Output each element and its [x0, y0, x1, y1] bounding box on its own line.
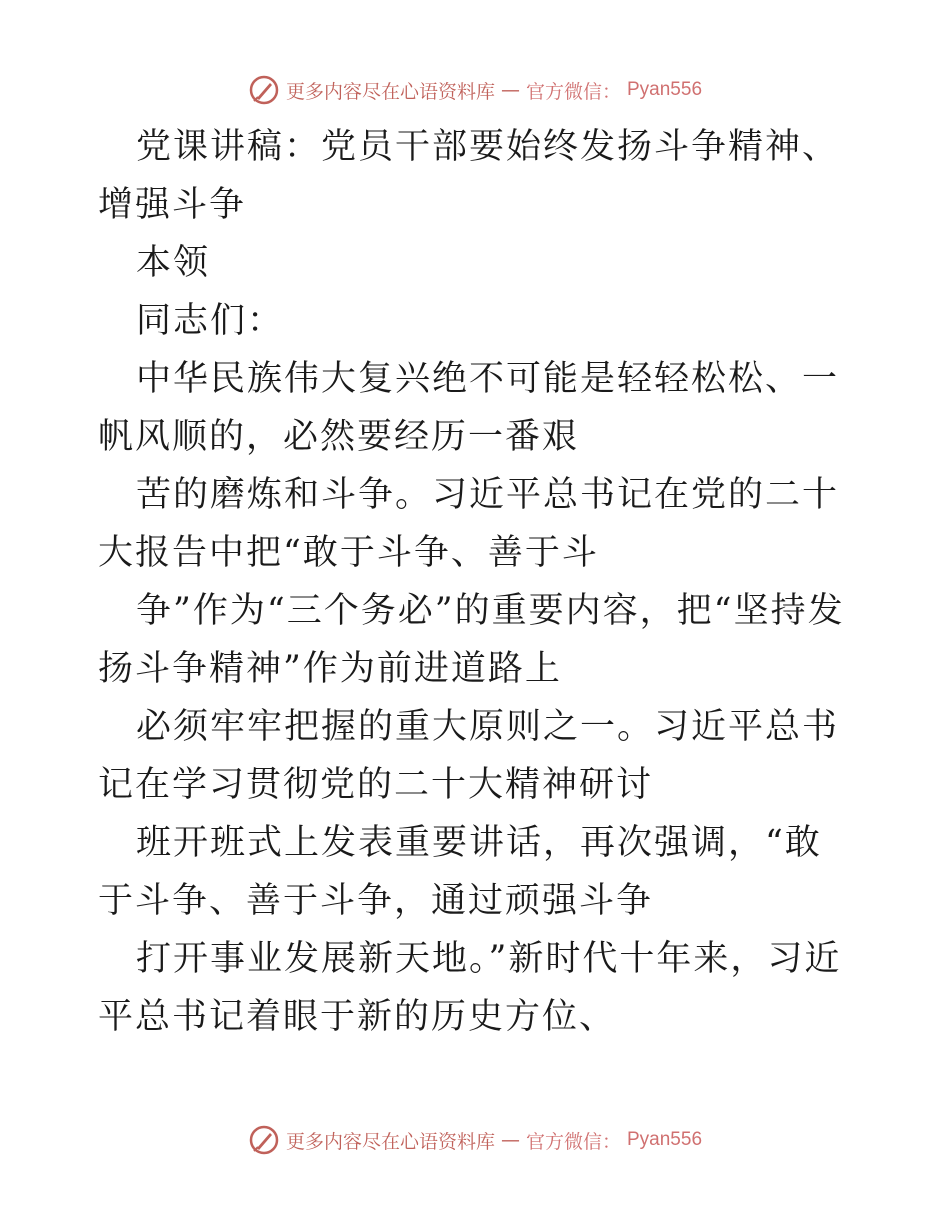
quill-pen-icon — [248, 74, 280, 106]
salutation: 同志们： — [136, 301, 285, 341]
header-wechat-handle: Pyan556 — [627, 79, 703, 100]
body-paragraph: 中华民族伟大复兴绝不可能是轻轻松松、一帆风顺的，必然要经历一番艰 — [98, 359, 840, 457]
body-paragraph: 必须牢牢把握的重大原则之一。习近平总书记在学习贯彻党的二十大精神研讨 — [98, 707, 840, 805]
document-body — [98, 118, 858, 1046]
header-site-text: 更多内容尽在心语资料库 — [285, 80, 495, 103]
footer-wechat-label: 官方微信： — [525, 1130, 621, 1153]
body-paragraph: 争”作为“三个务必”的重要内容，把“坚持发扬斗争精神”作为前进道路上 — [98, 591, 845, 689]
quill-pen-icon — [248, 1124, 280, 1156]
header-separator: — — [500, 79, 520, 101]
header-watermark — [0, 70, 950, 110]
document-title-continued: 本领 — [136, 243, 211, 283]
header-wechat-label: 官方微信： — [525, 80, 621, 103]
body-paragraph: 打开事业发展新天地。”新时代十年来，习近平总书记着眼于新的历史方位、 — [98, 939, 842, 1037]
footer-site-text: 更多内容尽在心语资料库 — [285, 1130, 495, 1153]
body-paragraph: 班开班式上发表重要讲话，再次强调，“敢于斗争、善于斗争，通过顽强斗争 — [98, 823, 822, 921]
footer-watermark — [0, 1120, 950, 1160]
footer-wechat-handle: Pyan556 — [627, 1129, 703, 1150]
document-title: 党课讲稿：党员干部要始终发扬斗争精神、增强斗争 — [98, 127, 840, 225]
body-paragraph: 苦的磨炼和斗争。习近平总书记在党的二十大报告中把“敢于斗争、善于斗 — [98, 475, 840, 573]
footer-separator: — — [500, 1129, 520, 1151]
